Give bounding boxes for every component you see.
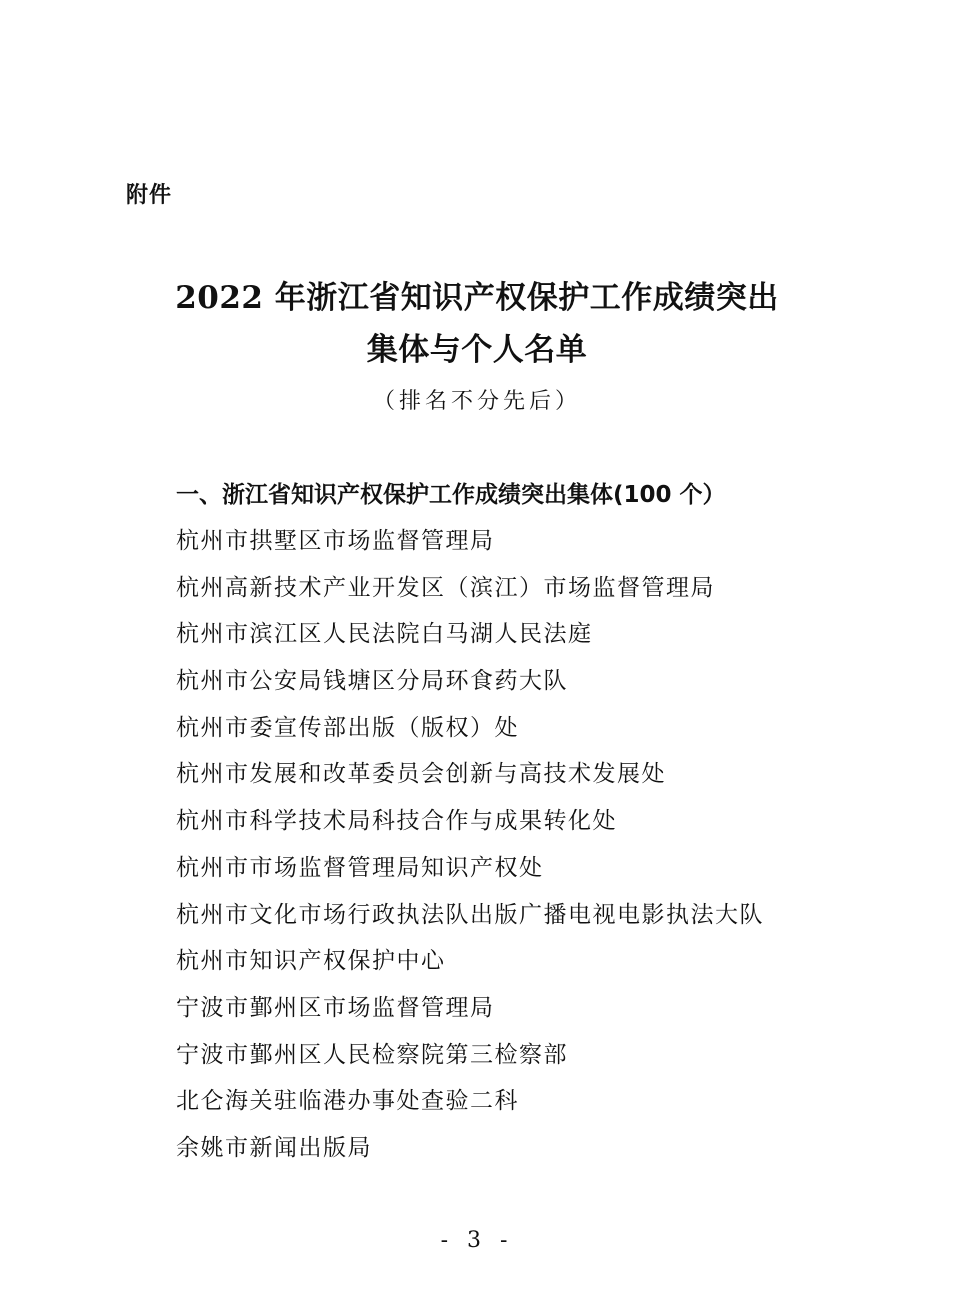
list-item: 杭州市委宣传部出版（版权）处: [176, 714, 519, 741]
collective-list: [176, 523, 764, 1177]
list-item: 北仑海关驻临港办事处查验二科: [176, 1088, 519, 1115]
document-title-line-1: 2022 年浙江省知识产权保护工作成绩突出: [175, 280, 779, 316]
list-item: 宁波市鄞州区人民检察院第三检察部: [176, 1041, 568, 1068]
list-item: 杭州市公安局钱塘区分局环食药大队: [176, 668, 568, 695]
list-item: 宁波市鄞州区市场监督管理局: [176, 994, 495, 1021]
list-item: 杭州市文化市场行政执法队出版广播电视电影执法大队: [176, 901, 764, 928]
list-item: 杭州市知识产权保护中心: [176, 948, 446, 975]
list-item: 余姚市新闻出版局: [176, 1134, 372, 1161]
ranking-note: （排名不分先后）: [372, 389, 581, 414]
title-block: [0, 272, 954, 418]
list-item: 杭州市科学技术局科技合作与成果转化处: [176, 808, 617, 835]
attachment-label: 附件: [126, 183, 173, 208]
list-item: 杭州市滨江区人民法院白马湖人民法庭: [176, 621, 593, 648]
page-number: - 3 -: [440, 1228, 514, 1253]
list-item: 杭州市发展和改革委员会创新与高技术发展处: [176, 761, 666, 788]
section-heading: 一、浙江省知识产权保护工作成绩突出集体(100 个）: [176, 482, 726, 508]
list-item: 杭州市拱墅区市场监督管理局: [176, 528, 495, 554]
list-item: 杭州高新技术产业开发区（滨江）市场监督管理局: [176, 574, 715, 601]
list-item: 杭州市市场监督管理局知识产权处: [176, 854, 544, 881]
document-title-line-2: 集体与个人名单: [366, 332, 588, 368]
